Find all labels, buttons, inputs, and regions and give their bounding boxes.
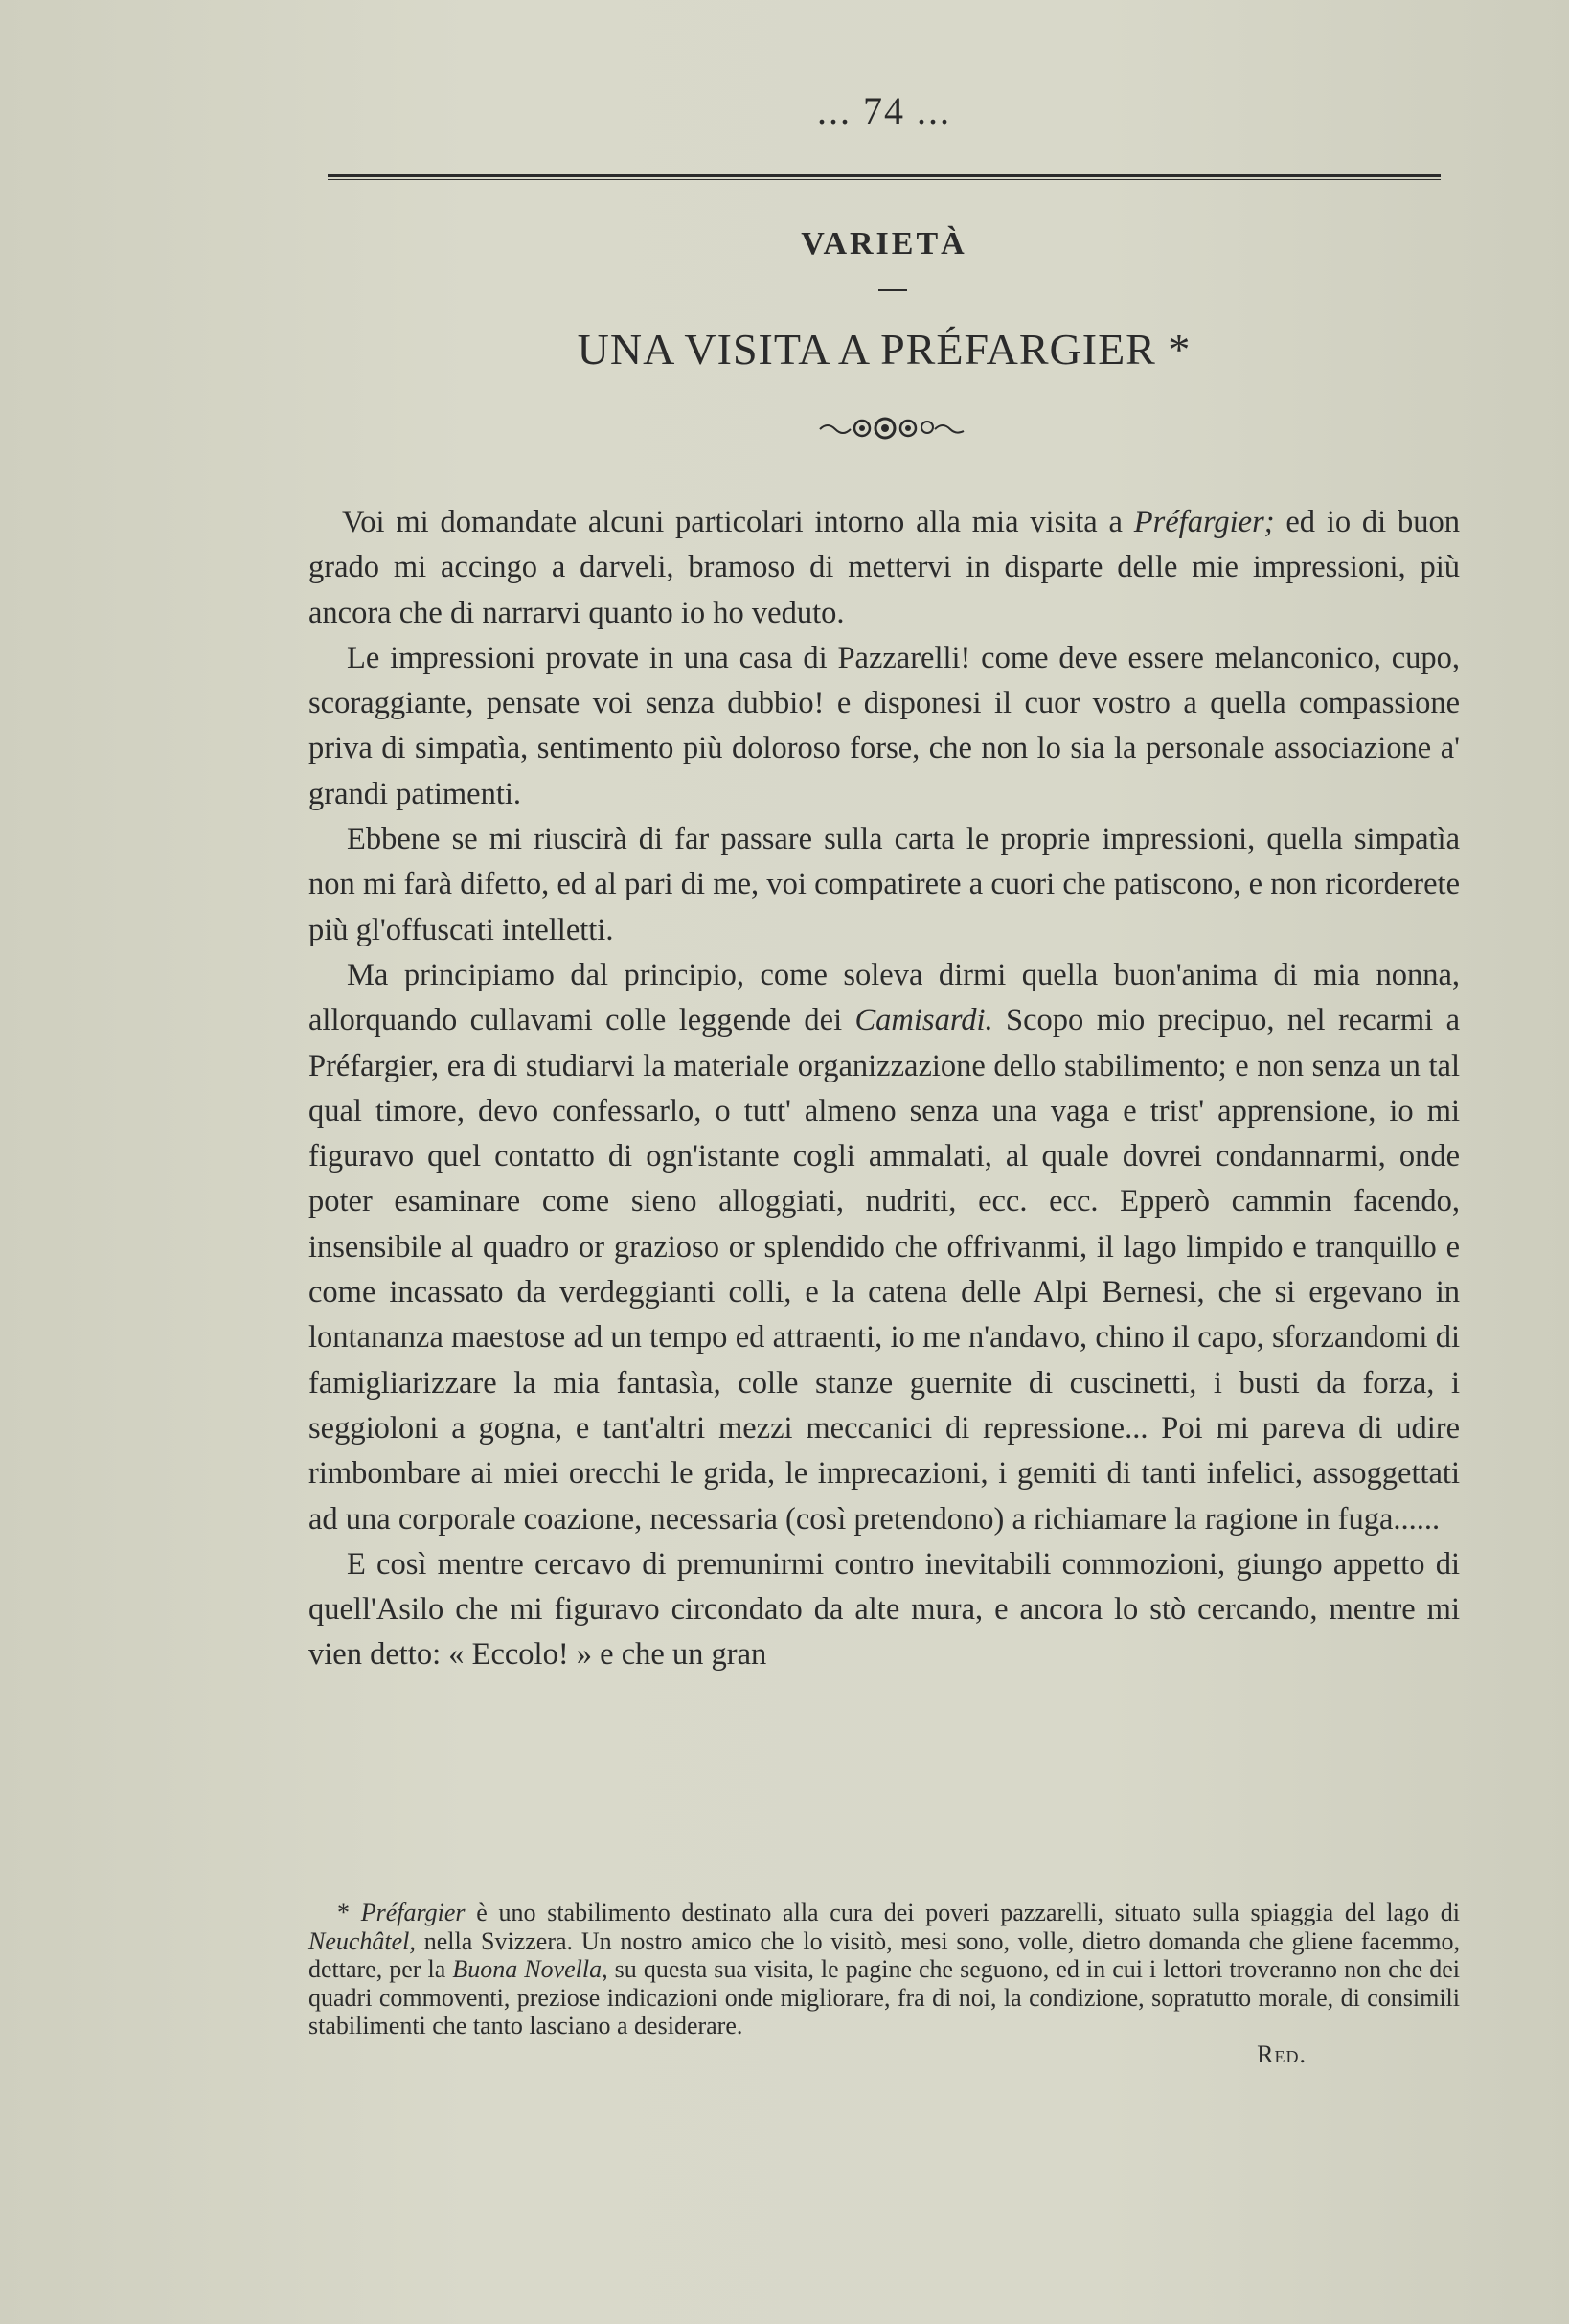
- footnote-signature: Red.: [1257, 2039, 1307, 2068]
- paragraph: [308, 500, 1460, 636]
- footnote-run: Préfargier: [360, 1899, 466, 1926]
- paragraph: [308, 1542, 1460, 1678]
- paragraph-text: E così mentre cercavo di premunirmi contro inevitabili commozioni, giungo appetto di quell'Asilo che mi figuravo circondato da alte mura, e ancora lo stò cercando, mentre mi vien detto: « Eccolo! » e che un gran: [308, 1546, 1460, 1673]
- paragraph-text: Préfargier;: [1133, 505, 1275, 539]
- paragraph: [308, 636, 1460, 817]
- paragraph-text: Le impressioni provate in una casa di Pazzarelli! come deve essere melanconico, cupo, scoraggiante, pensate voi senza dubbio! e disponesi il cuor vostro a quella compassione priva di simpatìa, sentimento più doloroso forse, che non lo sia la personale associazione a' grandi patimenti.: [308, 640, 1460, 811]
- article-title: UNA VISITA A PRÉFARGIER *: [577, 325, 1192, 374]
- footnote-text: [308, 1899, 1460, 2040]
- section-title: VARIETÀ: [801, 226, 967, 262]
- footnote-run: Neuchâtel,: [308, 1926, 416, 1955]
- paragraph-text: Camisardi.: [854, 1003, 993, 1038]
- paragraph-text: Ma principiamo dal principio, come soleva dirmi quella buon'anima di mia nonna, allorquando cullavami colle leggende dei: [308, 957, 1460, 1038]
- paragraph-text: Ebbene se mi riuscirà di far passare sulla carta le proprie impressioni, quella simpatìa non mi farà difetto, ed al pari di me, voi compatirete a cuori che patiscono, e non ricorderete più gl'offuscati intelletti.: [308, 822, 1460, 947]
- paragraph-text: Scopo mio precipuo, nel recarmi a Préfargier, era di studiarvi la materiale organizzazione dello stabilimento; e non senza un tal qual timore, devo confessarlo, o tutt' almeno senza una vaga e trist' apprensione, io mi figuravo quel contatto di ogn'istante cogli ammalati, al quale dovrei condannarmi, onde poter esaminare come sieno alloggiati, nudriti, ecc. ecc. Epperò cammin facendo, insensibile al quadro or grazioso or splendido che offrivanmi, il lago limpido e tranquillo e come incassato da verdeggianti colli, e la catena delle Alpi Bernesi, che si ergevano in lontananza maestose ad un tempo ed attraenti, io me n'andavo, chino il capo, sforzandomi di famigliarizzare la mia fantasìa, colle stanze guernite di cuscinetti, i busti da forza, i seggioloni a gogna, e tant'altri mezzi meccanici di repressione... Poi mi pareva di udire rimbombare ai miei orecchi le grida, le imprecazioni, i gemiti di tanti infelici, assoggettati ad una corporale coazione, necessaria (così pretendono) a richiamare la ragione in fuga......: [308, 1003, 1461, 1537]
- header-rule: [328, 174, 1441, 177]
- paragraph: [308, 953, 1460, 1542]
- paragraph-text: ed io di buon grado mi accingo a darveli, bramoso di mettervi in disparte delle mie impressioni, più ancora che di narrarvi quanto io ho veduto.: [308, 505, 1461, 630]
- footnote-run: è uno stabilimento destinato alla cura dei poveri pazzarelli, situato sulla spiaggia del lago di: [465, 1899, 1460, 1926]
- footnote-run: nella Svizzera. Un nostro amico che lo visitò, mesi sono, volle, dietro domanda che gliene facemmo, dettare, per la: [308, 1926, 1460, 1983]
- paragraph-text: Voi mi domandate alcuni particolari intorno alla mia visita a: [342, 505, 1134, 539]
- article-body: [308, 500, 1460, 1678]
- footnote: [308, 1899, 1460, 2068]
- title-dash: [878, 289, 907, 291]
- footnote-run: su questa sua visita, le pagine che seguono, ed in cui i lettori troveranno non che dei quadri commoventi, preziose indicazioni onde migliorare, fra di noi, la condizione, sopratutto morale, di consimili stabilimenti che tanto lasciano a desiderare.: [308, 1955, 1460, 2039]
- page-number: ... 74 ...: [817, 89, 951, 132]
- footnote-run: Buona Novella,: [452, 1955, 608, 1983]
- fleuron-ornament-icon: [816, 414, 969, 443]
- paragraph: [308, 817, 1460, 953]
- footnote-run: *: [337, 1899, 361, 1926]
